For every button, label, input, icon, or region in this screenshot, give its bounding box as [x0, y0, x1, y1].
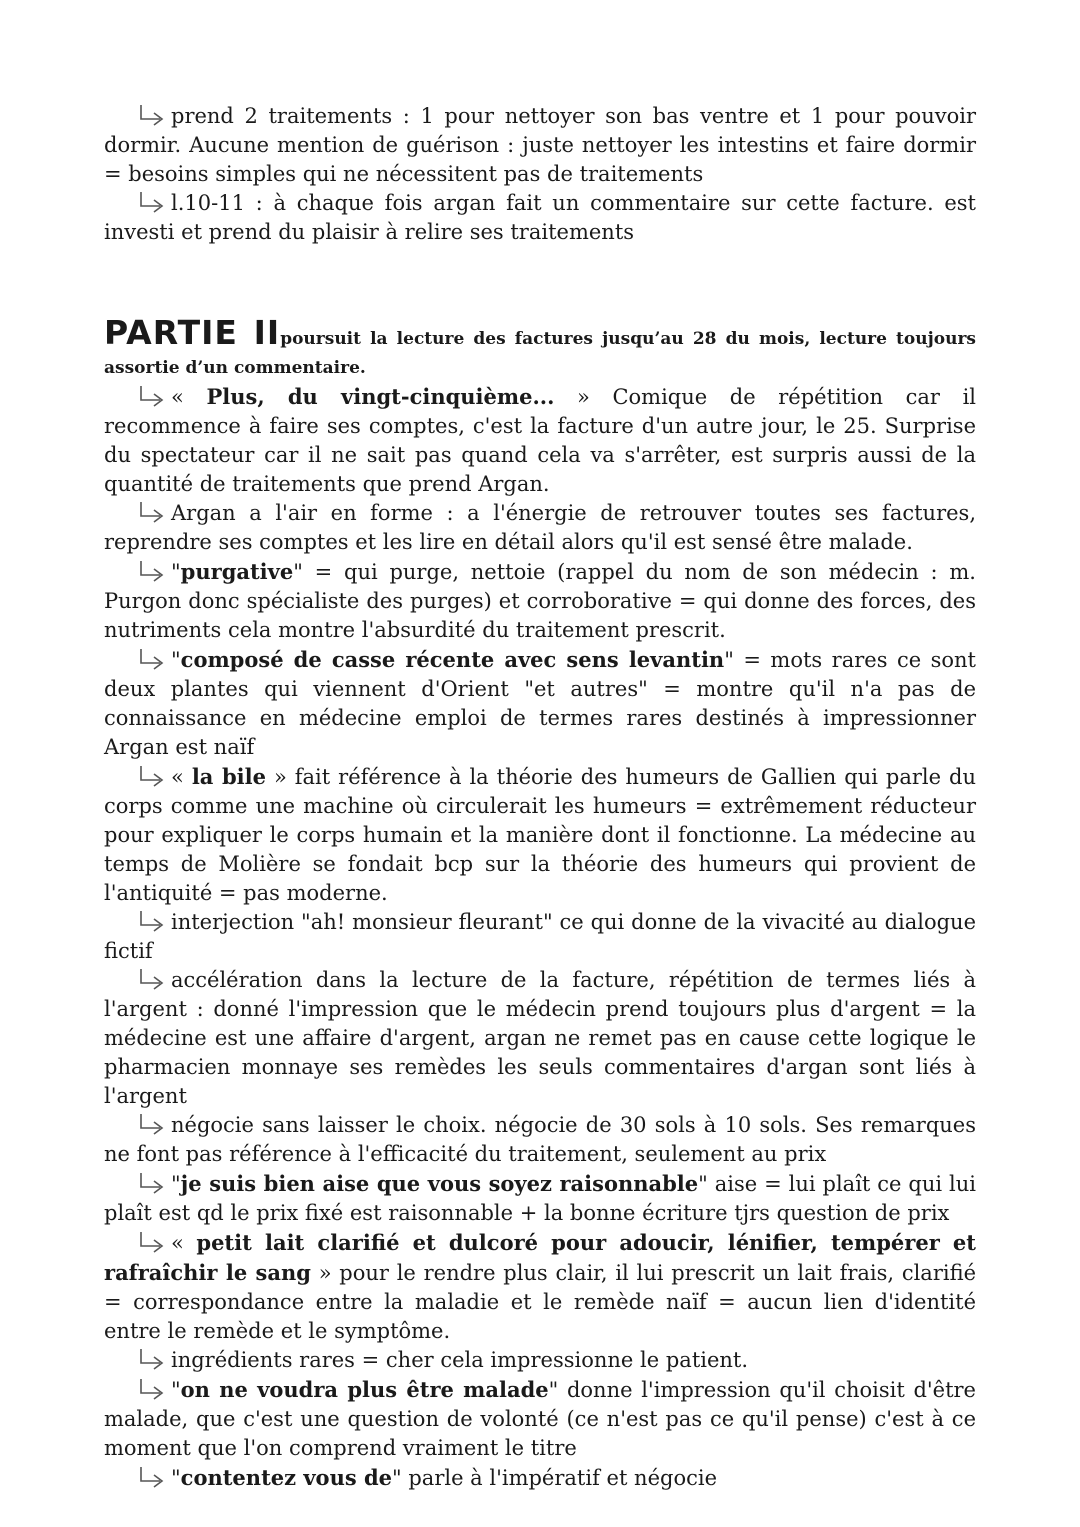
note-quote-mark: ": [171, 1378, 181, 1402]
return-arrow-icon: [138, 1378, 168, 1400]
note-quote-mark: «: [171, 385, 207, 409]
note-quotation: Plus, du vingt-cinquième...: [206, 384, 555, 409]
return-arrow-icon: [138, 1348, 168, 1370]
intro-note-2-text: l.10-11 : à chaque fois argan fait un commentaire sur cette facture. est investi et prend du plaisir à relire ses traitements: [104, 191, 976, 244]
part-subtitle: poursuit la lecture des factures jusqu’au 28 du mois, lecture toujours assortie d’un commentaire.: [104, 329, 976, 378]
note-quote-mark: ": [171, 560, 181, 584]
commentary-note: [104, 499, 976, 557]
note-quote-mark: «: [171, 765, 192, 789]
commentary-note: [104, 557, 976, 645]
return-arrow-icon: [138, 968, 168, 990]
note-quotation: on ne voudra plus être malade: [180, 1377, 549, 1402]
note-text: négocie sans laisser le choix. négocie de 30 sols à 10 sols. Ses remarques ne font pas référence à l'efficacité du traitement, seulement au prix: [104, 1113, 976, 1166]
note-quote-mark: «: [171, 1231, 197, 1255]
note-text: " donne l'impression qu'il choisit d'être malade, que c'est une question de volonté (ce n'est pas ce qu'il pense) c'est à ce moment que l'on comprend vraiment le titre: [104, 1378, 976, 1460]
return-arrow-icon: [138, 560, 168, 582]
commentary-note: [104, 645, 976, 762]
commentary-note: [104, 908, 976, 966]
note-text: " = mots rares ce sont deux plantes qui viennent d'Orient "et autres" = montre qu'il n'a pas de connaissance en médecine emploi de termes rares destinés à impressionner Argan est naïf: [104, 648, 977, 759]
commentary-note: [104, 762, 976, 908]
intro-note-1-text: prend 2 traitements : 1 pour nettoyer son bas ventre et 1 pour pouvoir dormir. Aucune mention de guérison : juste nettoyer les intestins et faire dormir = besoins simples qui ne nécessitent pas de traitements: [104, 104, 976, 186]
note-text: » Comique de répétition car il recommence à faire ses comptes, c'est la facture d'un autre jour, le 25. Surprise du spectateur car il ne sait pas quand cela va s'arrêter, est surpris aussi de la quantité de traitements que prend Argan.: [104, 385, 976, 496]
note-quote-mark: ": [171, 1172, 181, 1196]
commentary-note: [104, 1346, 976, 1375]
part-title: PARTIE II: [104, 313, 281, 352]
return-arrow-icon: [138, 1172, 168, 1194]
return-arrow-icon: [138, 910, 168, 932]
intro-note-2: [104, 189, 976, 247]
commentary-note: [104, 1111, 976, 1169]
return-arrow-icon: [138, 1113, 168, 1135]
document-page: [104, 102, 976, 1493]
note-text: " = qui purge, nettoie (rappel du nom de son médecin : m. Purgon donc spécialiste des purges) et corroborative = qui donne des forces, des nutriments cela montre l'absurdité du traitement prescrit.: [104, 560, 976, 642]
note-quotation: je suis bien aise que vous soyez raisonnable: [180, 1171, 699, 1196]
note-quotation: la bile: [191, 764, 266, 789]
note-quote-mark: ": [171, 1466, 181, 1490]
note-text: " aise = lui plaît ce qui lui plaît est qd le prix fixé est raisonnable + la bonne écriture tjrs question de prix: [104, 1172, 976, 1225]
commentary-note: [104, 1228, 976, 1346]
note-text: interjection "ah! monsieur fleurant" ce qui donne de la vivacité au dialogue fictif: [104, 910, 976, 963]
return-arrow-icon: [138, 385, 168, 407]
note-text: » pour le rendre plus clair, il lui prescrit un lait frais, clarifié = correspondance entre la maladie et le remède naïf = aucun lien d'identité entre le remède et le symptôme.: [104, 1261, 977, 1343]
commentary-note: [104, 1169, 976, 1228]
note-quotation: petit lait clarifié et dulcoré pour adoucir, lénifier, tempérer et rafraîchir le sang: [104, 1230, 976, 1285]
return-arrow-icon: [138, 765, 168, 787]
return-arrow-icon: [138, 104, 168, 126]
commentary-note: [104, 1463, 976, 1493]
note-text: accélération dans la lecture de la facture, répétition de termes liés à l'argent : donné l'impression que le médecin prend toujours plus d'argent = la médecine est une affaire d'argent, argan ne remet pas en cause cette logique le pharmacien monnaye ses remèdes les seuls commentaires d'argan sont liés à l'argent: [104, 968, 976, 1108]
return-arrow-icon: [138, 191, 168, 213]
note-quote-mark: ": [171, 648, 181, 672]
commentary-note: [104, 1375, 976, 1463]
part-heading: [104, 313, 976, 382]
note-text: ingrédients rares = cher cela impressionne le patient.: [171, 1348, 749, 1372]
note-text: " parle à l'impératif et négocie: [392, 1466, 718, 1490]
return-arrow-icon: [138, 648, 168, 670]
return-arrow-icon: [138, 501, 168, 523]
note-text: » fait référence à la théorie des humeurs de Gallien qui parle du corps comme une machine où circulerait les humeurs = extrêmement réducteur pour expliquer le corps humain et la manière dont il fonctionne. La médecine au temps de Molière se fondait bcp sur la théorie des humeurs qui provient de l'antiquité = pas moderne.: [104, 765, 976, 905]
commentary-note: [104, 966, 976, 1111]
note-text: Argan a l'air en forme : a l'énergie de retrouver toutes ses factures, reprendre ses comptes et les lire en détail alors qu'il est sensé être malade.: [104, 501, 976, 554]
return-arrow-icon: [138, 1231, 168, 1253]
note-quotation: composé de casse récente avec sens levantin: [180, 647, 725, 672]
commentary-note: [104, 382, 976, 499]
note-quotation: purgative: [180, 559, 294, 584]
note-quotation: contentez vous de: [180, 1465, 393, 1490]
commentary-notes: [104, 382, 976, 1493]
intro-note-1: [104, 102, 976, 189]
return-arrow-icon: [138, 1466, 168, 1488]
